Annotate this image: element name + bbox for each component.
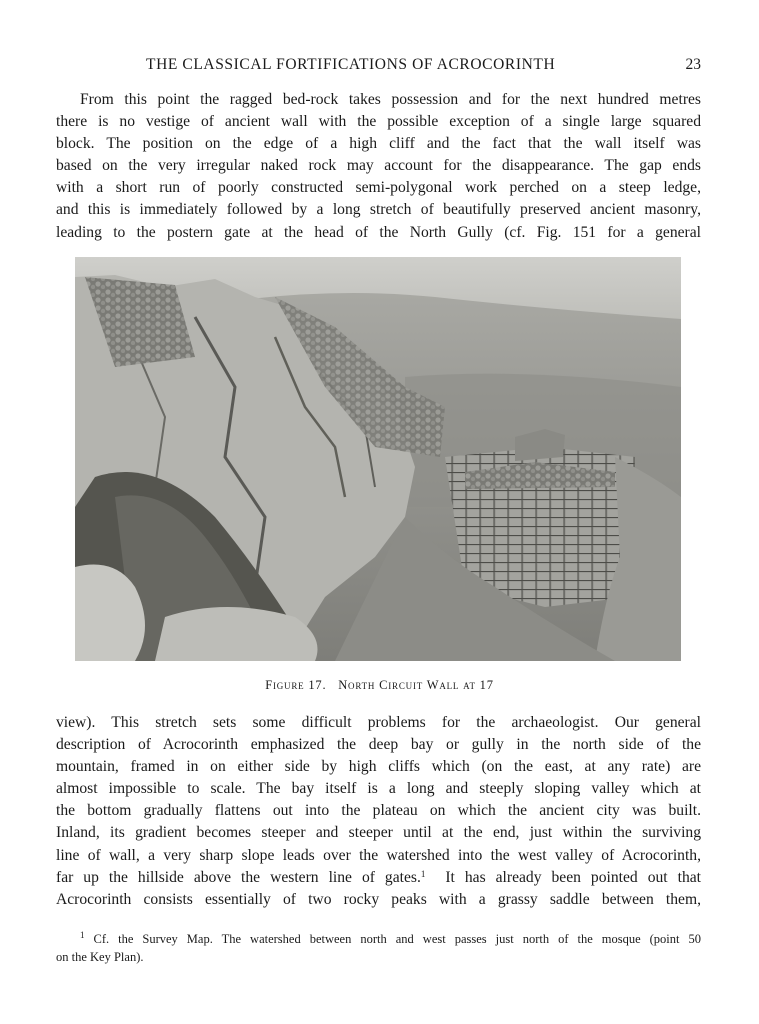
paragraph-line-with-footnote bbox=[56, 867, 701, 889]
paragraph-line: mountain, framed in on either side by high cliffs which (on the east, at any rate) are bbox=[56, 758, 701, 776]
paragraph-line: and this is immediately followed by a long stretch of beautifully preserved ancient masonry, bbox=[56, 201, 701, 219]
figure-caption bbox=[0, 678, 759, 693]
paragraph-line: block. The position on the edge of a high cliff and the fact that the wall itself was bbox=[56, 135, 701, 153]
paragraph-line: with a short run of poorly constructed semi-polygonal work perched on a steep ledge, bbox=[56, 179, 701, 197]
running-head-title: THE CLASSICAL FORTIFICATIONS OF ACROCORINTH bbox=[146, 56, 556, 73]
footnote-line: on the Key Plan). bbox=[56, 950, 144, 964]
paragraph-line: leading to the postern gate at the head of the North Gully (cf. Fig. 151 for a general bbox=[56, 223, 701, 241]
paragraph-line: view). This stretch sets some difficult problems for the archaeologist. Our general bbox=[56, 714, 701, 731]
footnote-line bbox=[56, 930, 701, 948]
paragraph-line: description of Acrocorinth emphasized the deep bay or gully in the north side of the bbox=[56, 736, 701, 754]
paragraph-line-part: It has already been pointed out that bbox=[445, 868, 701, 886]
paragraph-line: Acrocorinth consists essentially of two rocky peaks with a grassy saddle between them, bbox=[56, 890, 701, 908]
paragraph-line-part: far up the hillside above the western line of gates. bbox=[56, 868, 421, 886]
figure-photograph bbox=[75, 257, 681, 661]
figure-label: Figure 17. bbox=[265, 678, 327, 692]
running-head bbox=[56, 56, 701, 76]
page-number: 23 bbox=[685, 56, 701, 73]
paragraph-line: based on the very irregular naked rock may account for the disappearance. The gap ends bbox=[56, 157, 701, 175]
figure-caption-text: North Circuit Wall at 17 bbox=[338, 678, 494, 692]
paragraph-line: the bottom gradually flattens out into the plateau on which the ancient city was built. bbox=[56, 802, 701, 820]
paragraph-line: Inland, its gradient becomes steeper and steeper until at the end, just within the surviving bbox=[56, 824, 701, 842]
paragraph-2 bbox=[56, 712, 701, 911]
footnote bbox=[56, 930, 701, 966]
paragraph-line: From this point the ragged bed-rock takes possession and for the next hundred metres bbox=[80, 91, 701, 108]
footnote-reference: 1 bbox=[420, 868, 426, 879]
footnote-text: Cf. the Survey Map. The watershed between north and west passes just north of the mosque (point 50 bbox=[93, 932, 701, 946]
photo-north-circuit-wall bbox=[75, 257, 681, 661]
paragraph-line: there is no vestige of ancient wall with the possible exception of a single large squared bbox=[56, 113, 701, 131]
paragraph-1 bbox=[56, 89, 701, 244]
footnote-marker: 1 bbox=[80, 930, 85, 940]
paragraph-line: line of wall, a very sharp slope leads over the watershed into the west valley of Acrocorinth, bbox=[56, 846, 701, 864]
paragraph-line: almost impossible to scale. The bay itself is a long and steeply sloping valley which at bbox=[56, 780, 701, 798]
